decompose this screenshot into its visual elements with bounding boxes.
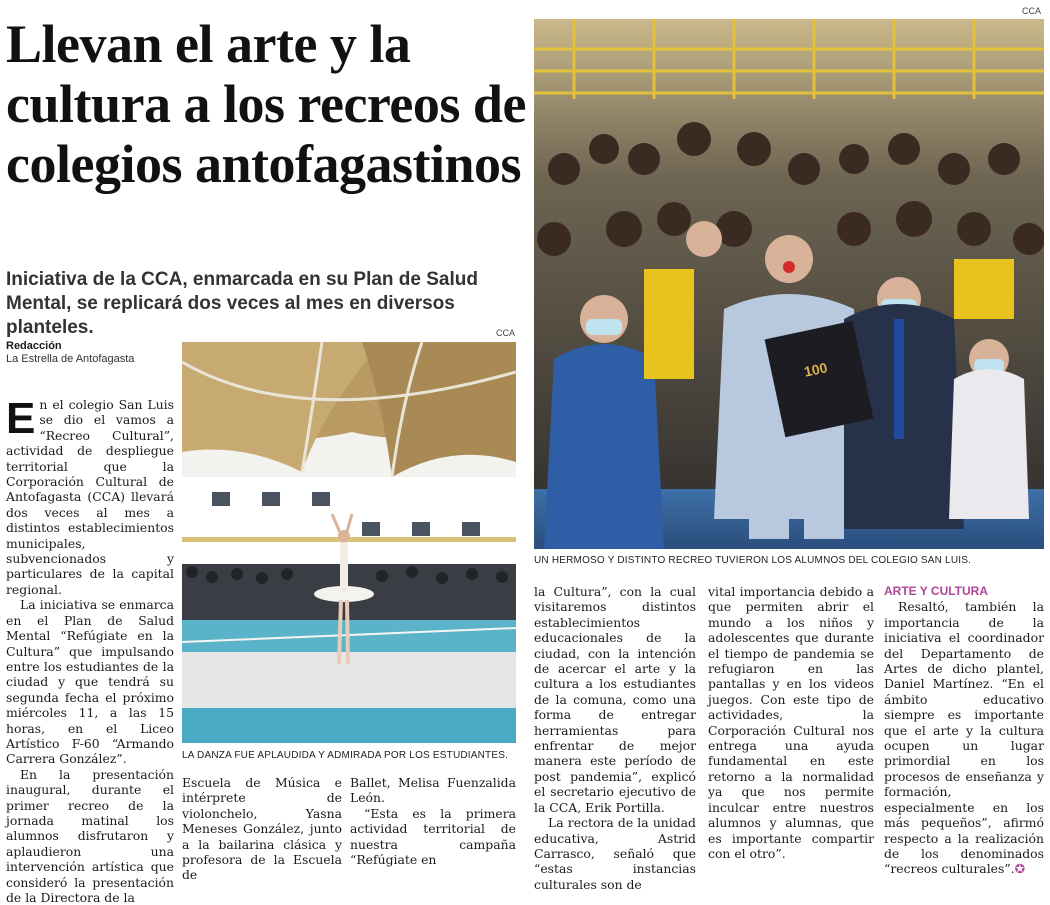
body-paragraph: “Esta es la primera actividad territorial de nuestra campaña “Refúgiate en: [350, 805, 516, 868]
deck: Iniciativa de la CCA, enmarcada en su Plan de Salud Mental, se replicará dos veces al mes en diversos planteles.: [6, 269, 478, 338]
body-paragraph: La rectora de la unidad educativa, Astrid Carrasco, señaló que “estas instancias culturales son de: [534, 815, 696, 892]
dance-photo-caption: LA DANZA FUE APLAUDIDA Y ADMIRADA POR LOS ESTUDIANTES.: [182, 750, 509, 761]
body-column-3: [350, 775, 516, 867]
body-column-2: [182, 775, 342, 883]
main-photo-caption: UN HERMOSO Y DISTINTO RECREO TUVIERON LOS ALUMNOS DEL COLEGIO SAN LUIS.: [534, 555, 972, 566]
byline-name: Redacción: [6, 340, 62, 352]
body-paragraph: En el colegio San Luis se dio el vamos a “Recreo Cultural”, actividad de despliegue territorial que la Corporación Cultural de Antofagasta (CCA) llevará dos veces al mes a distintos establecimientos municipales, subvencionados y particulares de la capital regional.: [6, 394, 174, 597]
headline: Llevan el arte y la cultura a los recreos de colegios antofagastinos: [6, 14, 526, 194]
body-column-6: [884, 584, 1044, 877]
body-paragraph: La iniciativa se enmarca en el Plan de Salud Mental “Refúgiate en la Cultura” que impulsando entre los estudiantes de la ciudad y que tendrá su segunda fecha el próximo miércoles 11, a las 15 horas, en el Liceo Artístico F-60 “Armando Carrera González”.: [6, 597, 174, 767]
main-photo-credit: CCA: [1022, 6, 1042, 16]
subhead: ARTE Y CULTURA: [884, 584, 989, 598]
body-column-1: [6, 394, 174, 905]
main-photo-image: [534, 19, 1044, 549]
body-paragraph: En la presentación inaugural, durante el primer recreo de la jornada matinal los alumnos disfrutaron y aplaudieron una intervención artística que consideró la presentación de la Directora de la: [6, 766, 174, 905]
body-column-4: [534, 584, 696, 892]
end-mark-icon: ✪: [1014, 861, 1026, 877]
body-paragraph: vital importancia debido a que permiten abrir el mundo a los niños y adolescentes que durante el tiempo de pandemia se refugiaron en las pantallas y en los videos juegos. Con este tipo de actividades, la Corporación Cultural nos entrega una ayuda fundamental en este retorno a la normalidad ya que nos permite inculcar entre nuestros alumnos y alumnas, que es importante compartir con el otro”.: [708, 584, 874, 861]
dance-photo-credit: CCA: [496, 328, 516, 338]
byline: [6, 340, 134, 366]
body-paragraph: Ballet, Melisa Fuenzalida León.: [350, 775, 516, 806]
svg-text:100: 100: [802, 359, 829, 380]
byline-publication: La Estrella de Antofagasta: [6, 353, 135, 365]
body-paragraph: Resaltó, también la importancia de la iniciativa el coordinador del Departamento de Artes de dicho plantel, Daniel Martínez. “En el ámbito educativo siempre es importante que el arte y la cultura ocupen un lugar primordial en los procesos de enseñanza y formación, especialmente en los más pequeños”, afirmó respecto a la realización de los denominados “recreos culturales”.✪: [884, 599, 1044, 877]
dance-photo-image: [182, 342, 516, 743]
dropcap: E: [6, 394, 36, 443]
body-column-5: [708, 584, 874, 861]
main-photo: [534, 19, 1044, 549]
body-paragraph: Escuela de Música e intérprete de violonchelo, Yasna Meneses González, junto a la bailarina clásica y profesora de la Escuela de: [182, 775, 342, 883]
dance-photo: [182, 342, 516, 743]
body-paragraph: la Cultura”, con la cual visitaremos distintos establecimientos educacionales de la ciudad, con la intención de acercar el arte y la cultura a los estudiantes de la comuna, como una forma de entregar herramientas para enfrentar de mejor manera este período de post pandemia”, explicó el secretario ejecutivo de la CCA, Erik Portilla.: [534, 584, 696, 815]
